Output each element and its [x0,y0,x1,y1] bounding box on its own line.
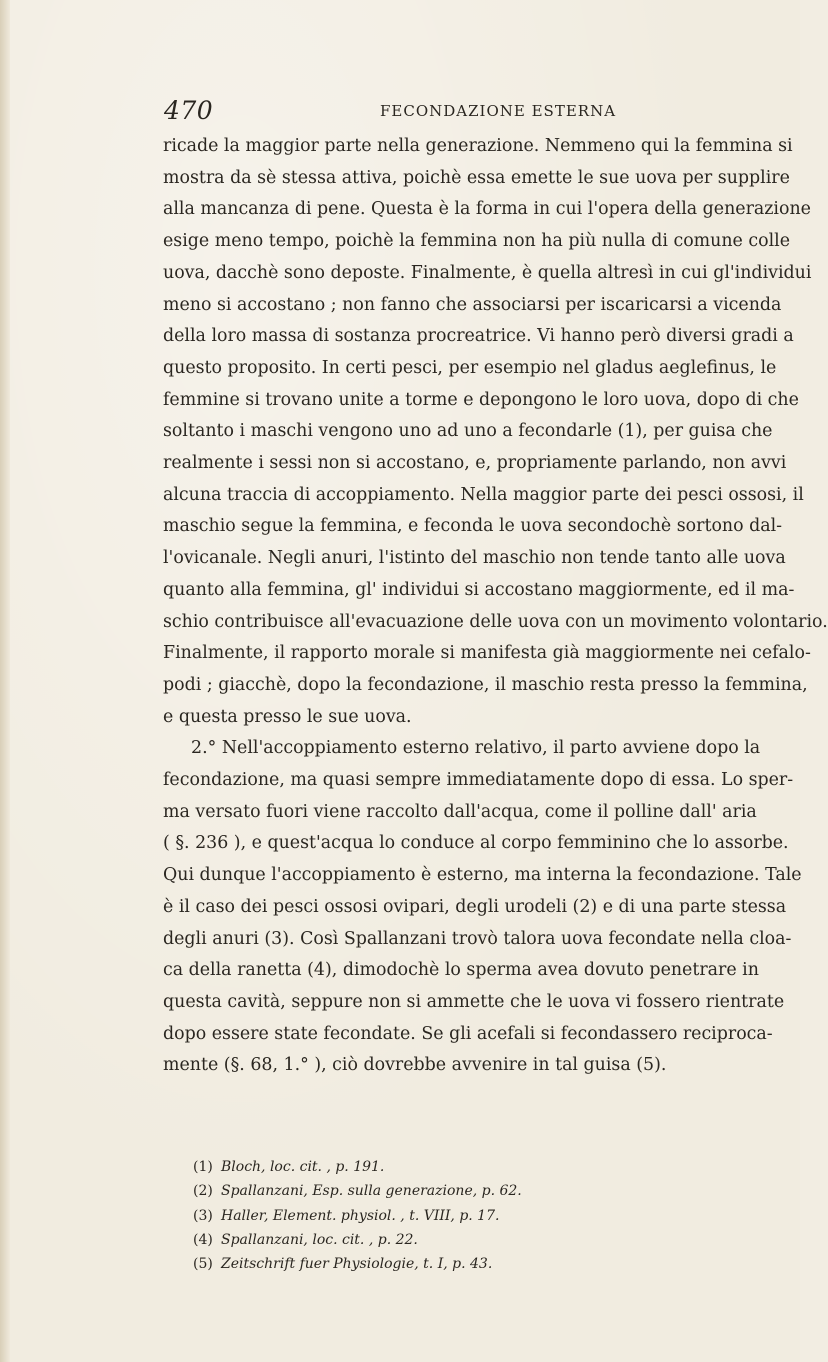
footnote-number: (1) [193,1159,213,1175]
footnote-text: Bloch, loc. cit. , p. 191. [221,1159,385,1175]
text-line: quanto alla femmina, gl' individui si accostano maggiormente, ed il ma- [163,579,795,600]
text-line: e questa presso le sue uova. [163,706,412,727]
text-line: mostra da sè stessa attiva, poichè essa emette le sue uova per supplire [163,167,790,188]
text-line: alcuna traccia di accoppiamento. Nella maggior parte dei pesci ossosi, il [163,484,804,505]
footnote-text: Haller, Element. physiol. , t. VIII, p. 17. [221,1207,500,1224]
text-line: ( §. 236 ), e quest'acqua lo conduce al corpo femminino che lo assorbe. [163,833,789,854]
text-line: ricade la maggior parte nella generazione. Nemmeno qui la femmina si [163,136,793,156]
footnote-number: (5) [193,1256,213,1273]
text-line: 2.° Nell'accoppiamento esterno relativo, il parto avviene dopo la [191,738,761,759]
text-line: ca della ranetta (4), dimodochè lo sperma avea dovuto penetrare in [163,960,759,981]
footnotes [193,1155,583,1276]
text-line: alla mancanza di pene. Questa è la forma in cui l'opera della generazione [163,199,811,220]
footnote-number: (4) [193,1231,213,1248]
text-line: ma versato fuori viene raccolto dall'acqua, come il polline dall' aria [163,801,757,822]
text-line: dopo essere state fecondate. Se gli acefali si fecondassero reciproca- [163,1023,773,1044]
footnote-text: Spallanzani, loc. cit. , p. 22. [221,1231,418,1248]
footnote-number: (2) [193,1183,213,1200]
footnote [193,1179,583,1203]
footnote-number: (3) [193,1207,213,1224]
body-text [163,131,828,1082]
page-header [164,96,617,128]
text-line: l'ovicanale. Negli anuri, l'istinto del maschio non tende tanto alle uova [163,548,786,569]
footnote-text: Zeitschrift fuer Physiologie, t. I, p. 43. [221,1256,493,1273]
text-line: meno si accostano ; non fanno che associarsi per iscaricarsi a vicenda [163,294,782,315]
footnote [193,1252,583,1276]
text-line: esige meno tempo, poichè la femmina non ha più nulla di comune colle [163,231,790,252]
text-line: degli anuri (3). Così Spallanzani trovò talora uova fecondate nella cloa- [163,928,792,949]
page-number: 470 [164,96,214,125]
text-line: uova, dacchè sono deposte. Finalmente, è quella altresì in cui gl'individui [163,262,812,283]
text-line: Finalmente, il rapporto morale si manifesta già maggiormente nei cefalo- [163,643,811,664]
text-line: schio contribuisce all'evacuazione delle uova con un movimento volontario. [163,611,828,632]
page-binding-edge [0,0,10,1362]
text-line: realmente i sessi non si accostano, e, propriamente parlando, non avvi [163,453,787,474]
text-line: soltanto i maschi vengono uno ad uno a fecondarle (1), per guisa che [163,421,773,442]
footnote-text: Spallanzani, Esp. sulla generazione, p. 62. [221,1183,522,1200]
text-line: questo proposito. In certi pesci, per esempio nel gladus aeglefinus, le [163,357,777,378]
text-line: femmine si trovano unite a torme e depongono le loro uova, dopo di che [163,389,799,410]
footnote [193,1228,583,1252]
footnote [193,1204,583,1228]
text-line: mente (§. 68, 1.° ), ciò dovrebbe avvenire in tal guisa (5). [163,1055,667,1076]
text-line: questa cavità, seppure non si ammette che le uova vi fossero rientrate [163,991,785,1012]
footnote [193,1155,583,1179]
text-line: è il caso dei pesci ossosi ovipari, degli urodeli (2) e di una parte stessa [163,896,787,917]
text-line: Qui dunque l'accoppiamento è esterno, ma interna la fecondazione. Tale [163,865,802,886]
text-line: maschio segue la femmina, e feconda le uova secondochè sortono dal- [163,516,783,537]
text-line: podi ; giacchè, dopo la fecondazione, il maschio resta presso la femmina, [163,674,808,695]
text-line: della loro massa di sostanza procreatrice. Vi hanno però diversi gradi a [163,326,794,347]
text-line: fecondazione, ma quasi sempre immediatamente dopo di essa. Lo sper- [163,770,794,791]
running-title: FECONDAZIONE ESTERNA [380,102,617,120]
